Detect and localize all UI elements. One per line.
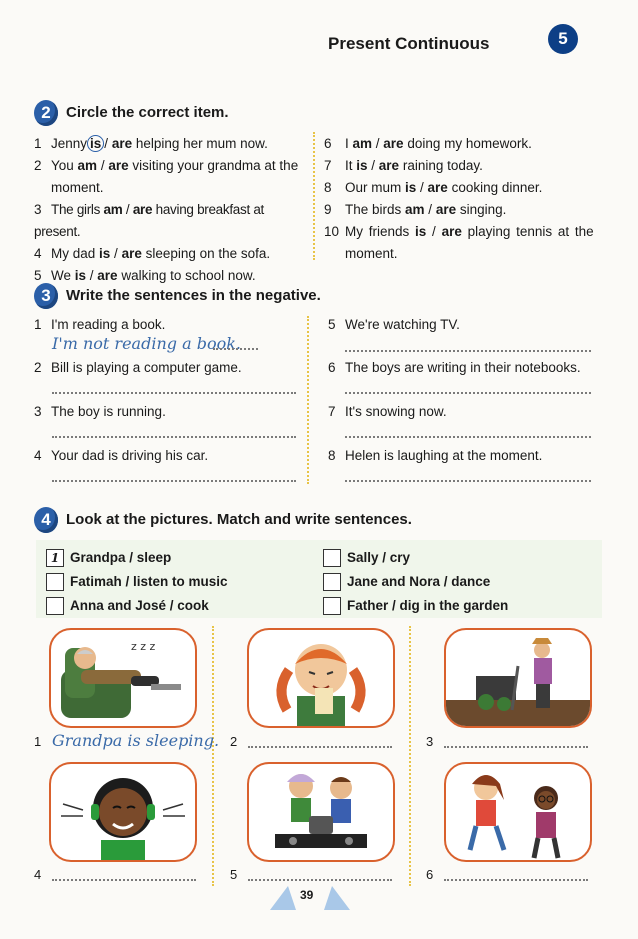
column-divider	[307, 316, 309, 484]
ex2-item: 2 You am / are visiting your grandma at the	[34, 158, 299, 173]
ex2-item: 10 My friends is / are playing tennis at the	[324, 224, 594, 239]
ex2-item: 1 Jenny is / are helping her mum now.	[34, 136, 268, 151]
answer-line[interactable]	[52, 480, 296, 482]
match-checkbox[interactable]	[323, 597, 341, 615]
exercise-3-title: Write the sentences in the negative.	[66, 287, 321, 304]
answer-line	[213, 348, 258, 350]
answer-line[interactable]	[345, 436, 591, 438]
ex3-item: 7 It's snowing now.	[328, 404, 447, 419]
ex2-item: 9 The birds am / are singing.	[324, 202, 507, 217]
chapter-title: Present Continuous	[328, 34, 490, 53]
ex3-item: 8 Helen is laughing at the moment.	[328, 448, 543, 463]
match-checkbox[interactable]	[323, 549, 341, 567]
picture-father-digging	[444, 628, 592, 728]
picture-number: 3	[426, 734, 434, 749]
answer-line[interactable]	[248, 746, 392, 748]
picture-number: 1	[34, 734, 42, 749]
exercise-4-number: 4	[34, 507, 58, 533]
exercise-3-number: 3	[34, 283, 58, 309]
ex2-item-continuation: moment.	[345, 246, 398, 261]
exercise-2-number: 2	[34, 100, 58, 126]
match-option: Jane and Nora / dance	[323, 570, 508, 594]
column-divider	[313, 132, 315, 260]
ex2-item: 5 We is / are walking to school now.	[34, 268, 256, 283]
picture-1-handwritten-answer: Grandpa is sleeping.	[52, 731, 220, 750]
match-checkbox[interactable]	[46, 573, 64, 591]
picture-sally-crying	[247, 628, 395, 728]
page-number: 39	[300, 888, 314, 902]
picture-number: 5	[230, 867, 238, 882]
ex3-item: 3 The boy is running.	[34, 404, 166, 419]
picture-number: 6	[426, 867, 434, 882]
ex3-item: 2 Bill is playing a computer game.	[34, 360, 242, 375]
match-option: Father / dig in the garden	[323, 594, 508, 618]
ex2-item: 8 Our mum is / are cooking dinner.	[324, 180, 543, 195]
match-checkbox[interactable]	[323, 573, 341, 591]
answer-line[interactable]	[345, 392, 591, 394]
exercise-2-title: Circle the correct item.	[66, 104, 229, 121]
ex3-handwritten-answer: I'm not reading a book.	[52, 334, 241, 353]
picture-anna-jose-cooking	[247, 762, 395, 862]
answer-line[interactable]	[345, 350, 591, 352]
ex3-item: 1 I'm reading a book.	[34, 317, 166, 332]
ex3-item: 5 We're watching TV.	[328, 317, 460, 332]
ex2-item: 4 My dad is / are sleeping on the sofa.	[34, 246, 271, 261]
answer-line[interactable]	[52, 392, 296, 394]
ex3-item: 4 Your dad is driving his car.	[34, 448, 209, 463]
match-option: Sally / cry	[323, 546, 508, 570]
ex2-item: 6 I am / are doing my homework.	[324, 136, 532, 151]
answer-line[interactable]	[52, 879, 196, 881]
unit-badge: 5	[548, 24, 578, 54]
ex2-item: 3 The girls am / are having breakfast at present.	[34, 202, 265, 239]
ex2-item-continuation: moment.	[51, 180, 104, 195]
exercise-4-title: Look at the pictures. Match and write sentences.	[66, 511, 412, 528]
picture-fatimah-listening	[49, 762, 197, 862]
ex3-item: 6 The boys are writing in their notebooks.	[328, 360, 581, 375]
ex2-right-column	[324, 133, 604, 265]
match-options-left	[46, 546, 228, 618]
match-option: Fatimah / listen to music	[46, 570, 228, 594]
match-checkbox[interactable]	[46, 597, 64, 615]
answer-line[interactable]	[444, 879, 588, 881]
answer-line[interactable]	[248, 879, 392, 881]
svg-text:z z z: z z z	[131, 640, 156, 653]
match-checkbox[interactable]: 1	[46, 549, 64, 567]
match-option: Anna and José / cook	[46, 594, 228, 618]
column-divider	[212, 626, 214, 886]
answer-line[interactable]	[52, 436, 296, 438]
answer-line[interactable]	[444, 746, 588, 748]
match-options-right	[323, 546, 508, 618]
circled-answer: is	[87, 135, 104, 152]
match-option: 1 Grandpa / sleep	[46, 546, 228, 570]
picture-jane-nora-dancing	[444, 762, 592, 862]
ex2-left-column	[34, 133, 306, 287]
picture-number: 2	[230, 734, 238, 749]
column-divider	[409, 626, 411, 886]
ex2-item: 7 It is / are raining today.	[324, 158, 483, 173]
picture-number: 4	[34, 867, 42, 882]
answer-line[interactable]	[345, 480, 591, 482]
picture-grandpa-sleeping	[49, 628, 197, 728]
